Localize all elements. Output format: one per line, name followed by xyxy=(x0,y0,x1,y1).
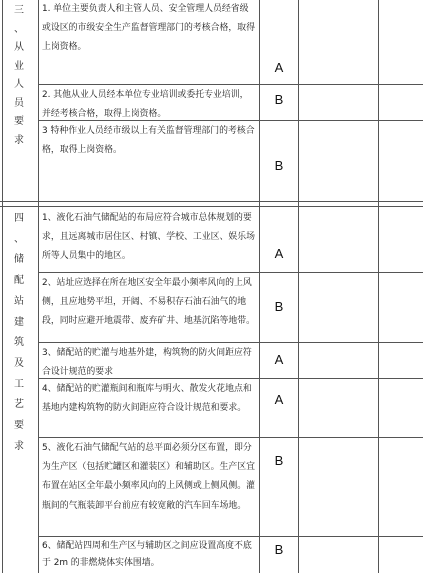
row-divider xyxy=(38,437,423,438)
category-char: 建 xyxy=(14,316,24,328)
category-char: 筑 xyxy=(14,337,24,349)
requirement-item: 5、液化石油气储配气站的总平面必须分区布置，即分为生产区（包括贮罐区和灌装区）和辅助区。生产区宜布置在站区全年最小频率风向的上风侧或上侧风侧。灌瓶间的气瓶装卸平台前应有较宽敞的汽车回车场地。 xyxy=(42,443,255,511)
category-char: 储 xyxy=(14,254,24,266)
row-divider xyxy=(38,342,423,343)
grade-label: B xyxy=(274,158,284,173)
category-label-personnel xyxy=(0,2,38,150)
category-char: 站 xyxy=(14,295,24,307)
category-char: 求 xyxy=(14,134,24,146)
grade-label: A xyxy=(274,392,284,407)
section-divider xyxy=(0,201,423,202)
requirement-item: 6、储配站四周和生产区与辅助区之间应设置高度不底于 2m 的非燃烧体实体围墙。 xyxy=(42,541,252,568)
requirement-item: 1、液化石油气储配站的布局应符合城市总体规划的要求，且远离城市居住区、村镇、学校、工业区、娱乐场所等人员集中的地区。 xyxy=(42,213,255,261)
category-char: 员 xyxy=(14,97,24,109)
table-divider-grade xyxy=(298,0,299,573)
category-char: 配 xyxy=(14,275,24,287)
table-divider-category xyxy=(38,0,39,573)
table-divider-result xyxy=(378,0,379,573)
requirement-item: 3 特种作业人员经市级以上有关监督管理部门的考核合格，取得上岗资格。 xyxy=(42,126,255,155)
category-char: 求 xyxy=(14,440,24,452)
grade-label: B xyxy=(274,299,284,314)
grade-label: B xyxy=(274,542,284,557)
category-char: 人 xyxy=(14,79,24,90)
category-char: 、 xyxy=(14,233,24,245)
category-char: 四 xyxy=(14,213,24,224)
grade-label: B xyxy=(274,92,284,107)
category-char: 及 xyxy=(14,357,24,369)
table-divider-item xyxy=(259,0,260,573)
section-divider xyxy=(0,206,423,207)
requirement-item: 3、储配站的贮灌与地基外建，构筑物的防火间距应符合设计规范的要求 xyxy=(42,348,252,377)
row-divider xyxy=(38,536,423,537)
row-divider xyxy=(38,84,423,85)
grade-label: A xyxy=(274,60,284,75)
category-char: 、 xyxy=(14,23,24,35)
category-label-station-construction xyxy=(0,209,38,457)
requirement-item: 2. 其他从业人员经本单位专业培训或委托专业培训，并经考核合格，取得上岗资格。 xyxy=(42,90,249,119)
category-char: 要 xyxy=(14,116,24,127)
category-char: 艺 xyxy=(14,399,24,411)
requirement-item: 4、储配站的贮灌瓶间和瓶库与明火、散发火花地点和基地内建构筑物的防火间距应符合设计规范和要求。 xyxy=(42,384,252,413)
grade-label: A xyxy=(274,246,284,261)
grade-label: A xyxy=(274,352,284,367)
category-char: 三 xyxy=(14,5,24,16)
requirement-item: 2、站址应选择在所在地区安全年最小频率风向的上风侧，且应地势平坦，开阔、不易积存石油石油气的地段，同时应避开地震带、废弃矿井、地基沉陷等地带。 xyxy=(42,278,255,326)
row-divider xyxy=(38,272,423,273)
category-char: 工 xyxy=(14,378,24,390)
requirement-item: 1. 单位主要负责人和主管人员、安全管理人员经省级或设区的市级安全生产监督管理部门的考核合格，取得上岗资格。 xyxy=(42,4,255,52)
grade-label: B xyxy=(274,453,284,468)
category-char: 业 xyxy=(14,60,24,72)
category-char: 从 xyxy=(14,42,24,53)
category-char: 要 xyxy=(14,420,24,432)
